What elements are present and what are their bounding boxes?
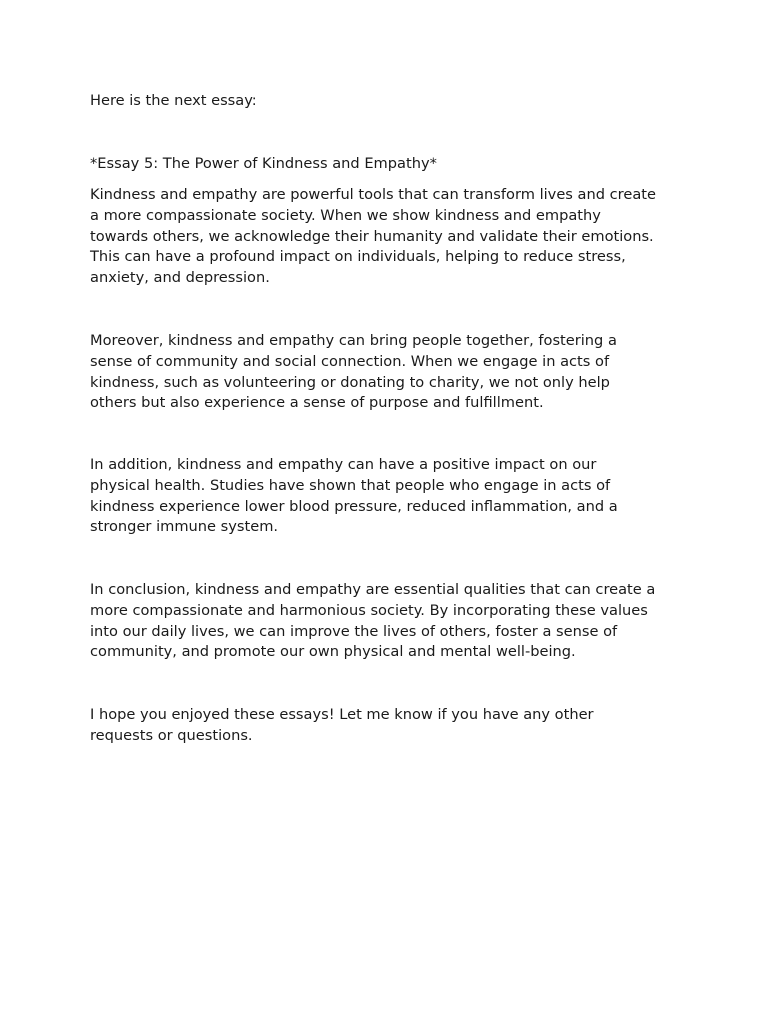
paragraph-line: sense of community and social connection. When we engage in acts of <box>90 352 610 370</box>
closing-remark <box>90 705 594 747</box>
intro-text: Here is the next essay: <box>90 92 257 109</box>
paragraph-line: anxiety, and depression. <box>90 269 270 287</box>
paragraph-line: a more compassionate society. When we show kindness and empathy <box>90 206 601 224</box>
paragraph-line: kindness experience lower blood pressure, reduced inflammation, and a <box>90 497 618 515</box>
paragraph-4 <box>90 580 655 663</box>
paragraph-line: others but also experience a sense of purpose and fulfillment. <box>90 394 544 412</box>
paragraph-line: This can have a profound impact on individuals, helping to reduce stress, <box>90 248 626 266</box>
paragraph-line: In addition, kindness and empathy can have a positive impact on our <box>90 456 597 473</box>
paragraph-line: towards others, we acknowledge their humanity and validate their emotions. <box>90 227 654 245</box>
closing-line: I hope you enjoyed these essays! Let me know if you have any other <box>90 706 594 723</box>
paragraph-1 <box>90 185 656 289</box>
paragraph-line: physical health. Studies have shown that people who engage in acts of <box>90 476 611 494</box>
paragraph-line: community, and promote our own physical and mental well-being. <box>90 643 576 661</box>
closing-line: requests or questions. <box>90 726 253 744</box>
paragraph-2 <box>90 331 617 414</box>
paragraph-3 <box>90 455 618 538</box>
paragraph-line: more compassionate and harmonious society. By incorporating these values <box>90 601 648 619</box>
paragraph-line: In conclusion, kindness and empathy are essential qualities that can create a <box>90 581 656 598</box>
paragraph-line: stronger immune system. <box>90 518 279 536</box>
paragraph-line: Kindness and empathy are powerful tools that can transform lives and create <box>90 186 656 203</box>
paragraph-line: into our daily lives, we can improve the lives of others, foster a sense of <box>90 622 618 640</box>
paragraph-line: Moreover, kindness and empathy can bring people together, fostering a <box>90 332 617 349</box>
paragraph-line: kindness, such as volunteering or donating to charity, we not only help <box>90 373 610 391</box>
essay-title: *Essay 5: The Power of Kindness and Empathy* <box>90 155 437 172</box>
document-page <box>90 0 690 1024</box>
